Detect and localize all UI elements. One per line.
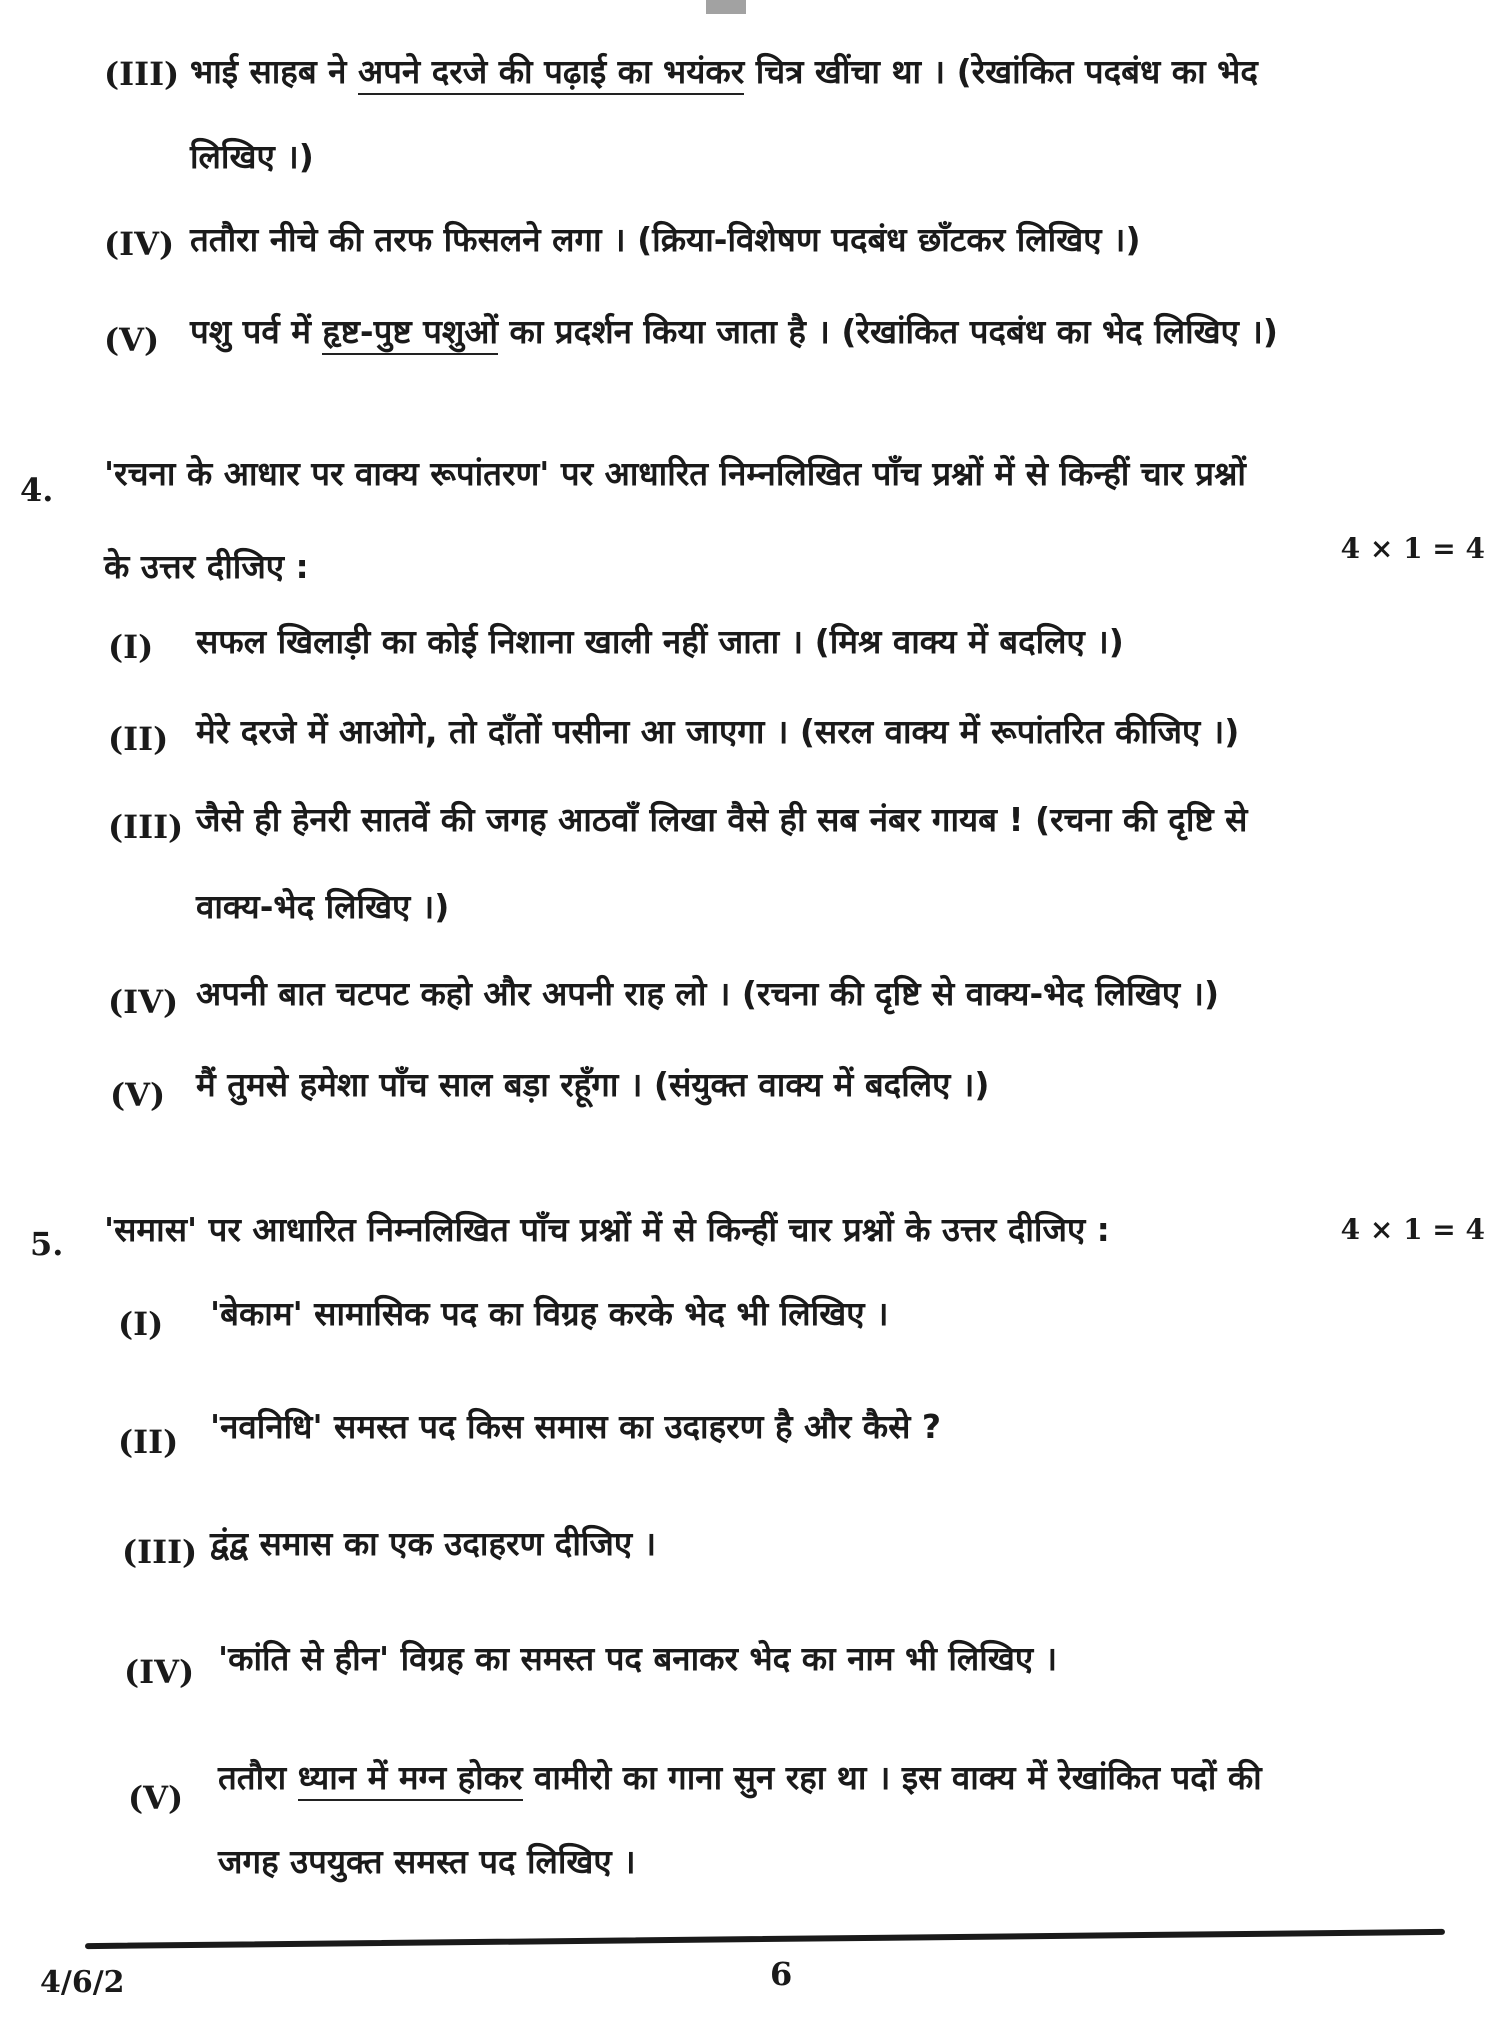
q3-item-5-number: (V)	[104, 321, 160, 359]
q3-item-3-pre: भाई साहब ने	[190, 52, 358, 91]
q4-intro-line2: के उत्तर दीजिए :	[104, 547, 309, 586]
q3-item-4-number: (IV)	[104, 225, 175, 263]
q3-item-3-post: चित्र खींचा था । (रेखांकित पदबंध का भेद	[744, 52, 1258, 91]
q4-item-1-text: सफल खिलाड़ी का कोई निशाना खाली नहीं जाता । (मिश्र वाक्य में बदलिए ।)	[196, 622, 1124, 661]
q4-item-3-number: (III)	[108, 808, 184, 846]
q4-marks: 4 × 1 = 4	[1340, 532, 1485, 565]
q5-item-5-continuation: जगह उपयुक्त समस्त पद लिखिए ।	[218, 1842, 636, 1881]
q3-item-3-number: (III)	[104, 55, 180, 93]
q4-item-5-text: मैं तुमसे हमेशा पाँच साल बड़ा रहूँगा । (संयुक्त वाक्य में बदलिए ।)	[196, 1065, 990, 1104]
q4-item-3-continuation: वाक्य-भेद लिखिए ।)	[196, 887, 450, 926]
q5-item-2-text: 'नवनिधि' समस्त पद किस समास का उदाहरण है और कैसे ?	[210, 1407, 942, 1446]
q5-item-1-text: 'बेकाम' सामासिक पद का विग्रह करके भेद भी लिखिए ।	[210, 1294, 889, 1333]
q4-item-2-number: (II)	[108, 720, 169, 758]
q3-item-3-continuation: लिखिए ।)	[190, 137, 314, 176]
q4-item-2-text: मेरे दरजे में आओगे, तो दाँतों पसीना आ जाएगा । (सरल वाक्य में रूपांतरित कीजिए ।)	[196, 712, 1240, 751]
q4-intro-line1: 'रचना के आधार पर वाक्य रूपांतरण' पर आधारित निम्नलिखित पाँच प्रश्नों में से किन्हीं चार प्रश्नों	[104, 454, 1246, 493]
q5-item-2-number: (II)	[118, 1423, 179, 1461]
q4-item-4-text: अपनी बात चटपट कहो और अपनी राह लो । (रचना की दृष्टि से वाक्य-भेद लिखिए ।)	[196, 974, 1220, 1013]
q4-item-4-number: (IV)	[108, 983, 179, 1021]
q4-item-5-number: (V)	[110, 1076, 166, 1114]
q3-item-3-text	[190, 50, 1258, 94]
q5-item-5-post: वामीरो का गाना सुन रहा था । इस वाक्य में रेखांकित पदों की	[522, 1758, 1262, 1797]
paper-code: 4/6/2	[40, 1965, 125, 2000]
q5-item-4-number: (IV)	[124, 1653, 195, 1691]
q5-item-3-number: (III)	[122, 1533, 198, 1571]
q3-item-3-underlined: अपने दरजे की पढ़ाई का भयंकर	[358, 52, 744, 95]
q5-item-5-number: (V)	[128, 1779, 184, 1817]
q5-item-4-text: 'कांति से हीन' विग्रह का समस्त पद बनाकर भेद का नाम भी लिखिए ।	[218, 1639, 1058, 1678]
q4-item-1-number: (I)	[108, 628, 154, 666]
q5-marks: 4 × 1 = 4	[1340, 1213, 1485, 1246]
q4-number: 4.	[20, 471, 54, 509]
q4-item-3-text: जैसे ही हेनरी सातवें की जगह आठवाँ लिखा वैसे ही सब नंबर गायब ! (रचना की दृष्टि से	[196, 800, 1248, 839]
footer-divider	[85, 1929, 1445, 1949]
q5-item-1-number: (I)	[118, 1305, 164, 1343]
q3-item-5-post: का प्रदर्शन किया जाता है । (रेखांकित पदबंध का भेद लिखिए ।)	[498, 312, 1278, 351]
q5-item-5-pre: ततौरा	[218, 1758, 298, 1797]
page-number: 6	[770, 1955, 793, 1993]
q5-item-5-underlined: ध्यान में मग्न होकर	[298, 1758, 523, 1801]
q5-item-5-text	[218, 1756, 1262, 1800]
scan-header-mark	[706, 0, 746, 14]
q3-item-5-underlined: हृष्ट-पुष्ट पशुओं	[322, 312, 498, 355]
q5-number: 5.	[30, 1225, 64, 1263]
q5-intro: 'समास' पर आधारित निम्नलिखित पाँच प्रश्नों में से किन्हीं चार प्रश्नों के उत्तर दीजिए :	[104, 1210, 1110, 1249]
q3-item-5-pre: पशु पर्व में	[190, 312, 323, 351]
q5-item-3-text: द्वंद्व समास का एक उदाहरण दीजिए ।	[210, 1524, 657, 1563]
q3-item-4-text: ततौरा नीचे की तरफ फिसलने लगा । (क्रिया-विशेषण पदबंध छाँटकर लिखिए ।)	[190, 220, 1141, 259]
q3-item-5-text	[190, 310, 1278, 354]
